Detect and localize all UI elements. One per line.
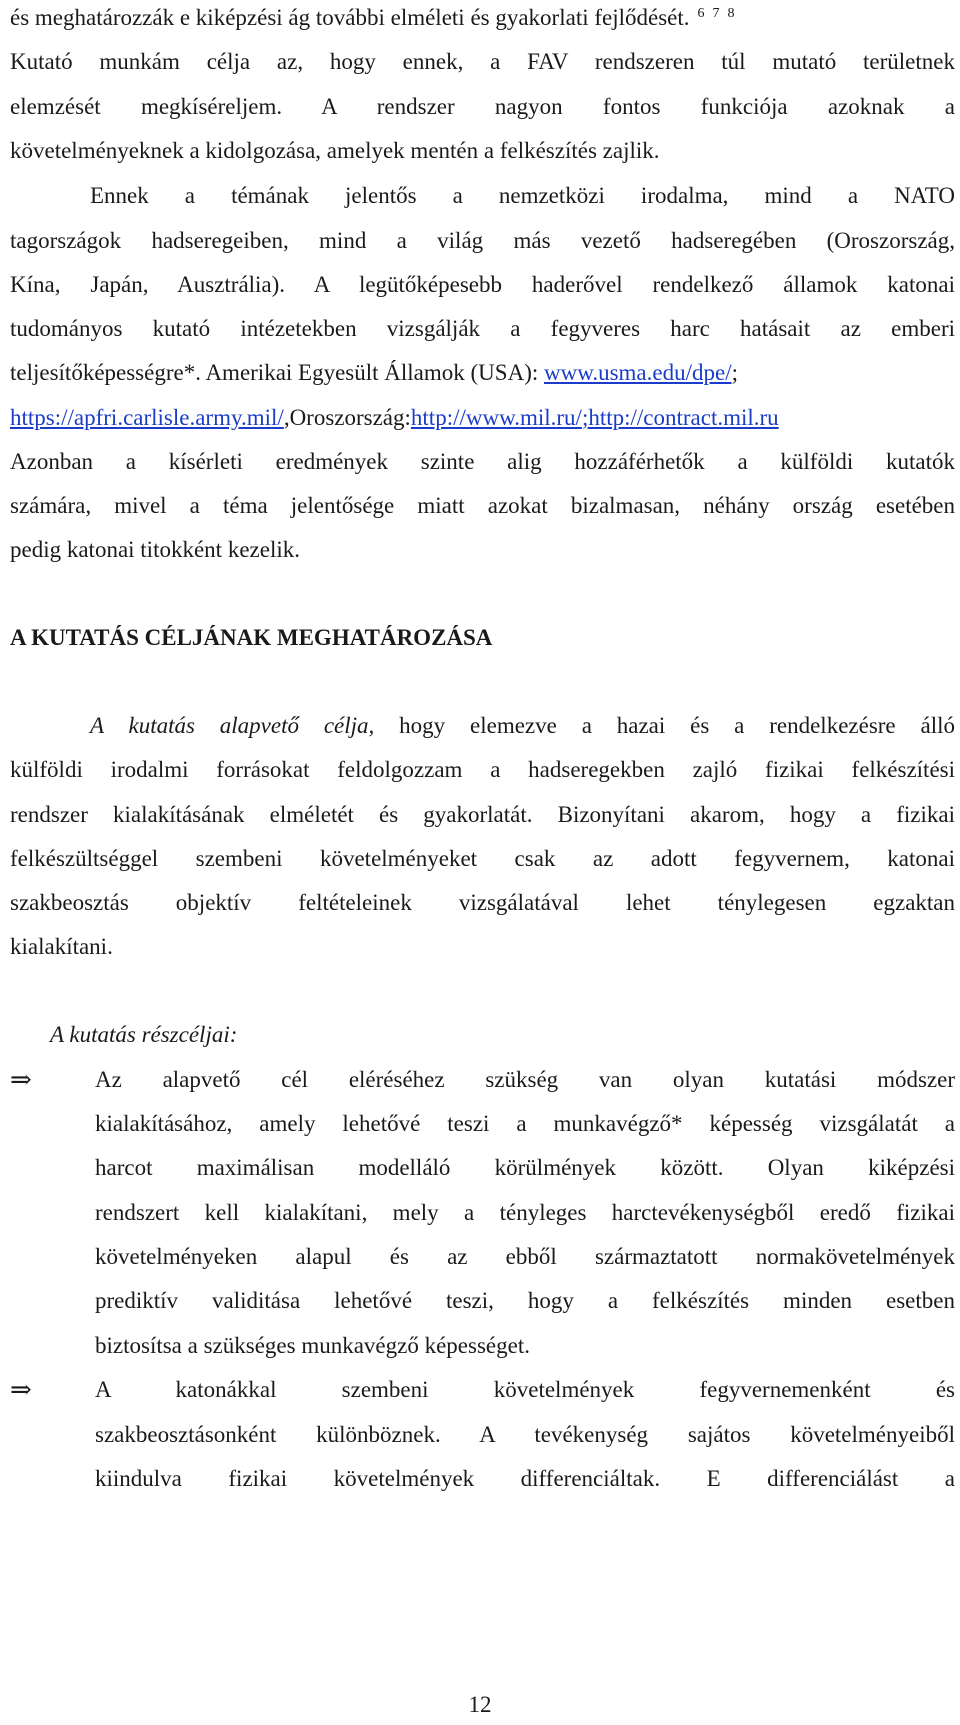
mil-ru-link[interactable]: http://www.mil.ru/ [410,405,582,430]
usma-link[interactable]: www.usma.edu/dpe/ [544,360,732,385]
bullet-line: A katonákkal szembeni követelmények fegyvernemenként és [95,1377,955,1402]
text-line: és meghatározzák e kiképzési ág további elméleti és gyakorlati fejlődését. $^6$ $^7$ $^8$ [10,5,735,30]
aim-italic: A kutatás alapvető célja, [90,713,375,738]
apfri-link[interactable]: https://apfri.carlisle.army.mil/ [10,405,284,430]
bullet-line: kiindulva fizikai követelmények differenciáltak. E differenciálást a [95,1466,955,1491]
bullet-line: prediktív validitása lehetővé teszi, hogy a felkészítés minden esetben [95,1288,955,1313]
arrow-bullet-icon: ⇒ [10,1375,32,1404]
bullet-line: követelményeken alapul és az ebből származtatott normakövetelmények [95,1244,955,1269]
text-line: Azonban a kísérleti eredmények szinte alig hozzáférhetők a külföldi kutatók [10,449,955,474]
text-line: A kutatás alapvető célja, hogy elemezve a hazai és a rendelkezésre álló [90,713,955,738]
section-heading: A KUTATÁS CÉLJÁNAK MEGHATÁROZÁSA [10,625,493,650]
text-line: felkészültséggel szembeni követelményeket csak az adott fegyvernem, katonai [10,846,955,871]
text-line: számára, mivel a téma jelentősége miatt azokat bizalmasan, néhány ország esetében [10,493,955,518]
bullet-line: harcot maximálisan modelláló körülmények között. Olyan kiképzési [95,1155,955,1180]
text-line: Kína, Japán, Ausztrália). A legütőképesebb haderővel rendelkező államok katonai [10,272,955,297]
bullet-line: rendszert kell kialakítani, mely a tényleges harctevékenységből eredő fizikai [95,1200,955,1225]
bullet-line: Az alapvető cél eléréséhez szükség van olyan kutatási módszer [95,1067,955,1092]
contract-mil-ru-link[interactable]: ;http://contract.mil.ru [581,405,779,430]
bullet-line: szakbeosztásonként különböznek. A tevékenység sajátos követelményeiből [95,1422,955,1447]
footnote-ref[interactable]: 7 [712,6,720,21]
bullet-line: kialakításához, amely lehetővé teszi a munkavégző* képesség vizsgálatát a [95,1111,955,1136]
arrow-bullet-icon: ⇒ [10,1065,32,1094]
footnote-ref[interactable]: 6 [697,6,705,21]
text-line: Ennek a témának jelentős a nemzetközi irodalma, mind a NATO [90,183,955,208]
text-line: pedig katonai titokként kezelik. [10,537,300,562]
text-line: külföldi irodalmi forrásokat feldolgozzam a hadseregekben zajló fizikai felkészítési [10,757,955,782]
text-line: tudományos kutató intézetekben vizsgálják a fegyveres harc hatásait az emberi [10,316,955,341]
text-line: elemzését megkíséreljem. A rendszer nagyon fontos funkciója azoknak a [10,94,955,119]
text-line: https://apfri.carlisle.army.mil/,Oroszország:http://www.mil.ru/;http://contract.mil.ru [10,405,779,430]
text-line: rendszer kialakításának elméletét és gyakorlatát. Bizonyítani akarom, hogy a fizikai [10,802,955,827]
text-line: Kutató munkám célja az, hogy ennek, a FAV rendszeren túl mutató területnek [10,49,955,74]
text-line: követelményeknek a kidolgozása, amelyek mentén a felkészítés zajlik. [10,138,660,163]
bullet-line: biztosítsa a szükséges munkavégző képességet. [95,1333,530,1358]
footnote-ref[interactable]: 8 [727,6,735,21]
text-line: teljesítőképességre*. Amerikai Egyesült Államok (USA): www.usma.edu/dpe/; [10,360,738,385]
text-line: szakbeosztás objektív feltételeinek vizsgálatával lehet ténylegesen egzaktan [10,890,955,915]
subgoals-heading: A kutatás részcéljai: [50,1022,238,1047]
page-number: 12 [468,1692,492,1717]
text-line: tagországok hadseregeiben, mind a világ más vezető hadseregében (Oroszország, [10,228,955,253]
text-line: kialakítani. [10,934,113,959]
